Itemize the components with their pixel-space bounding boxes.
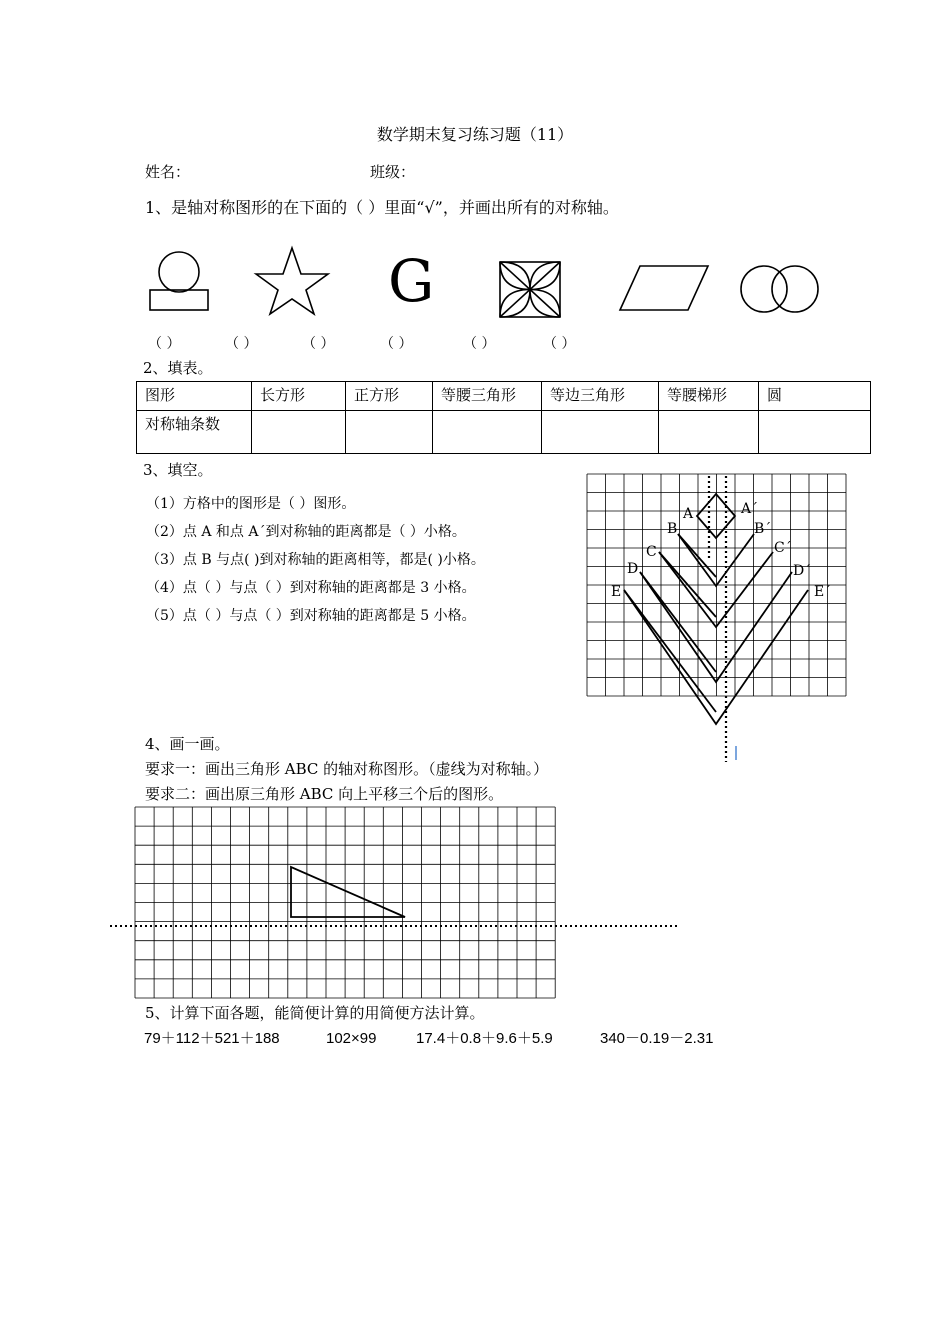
- q5-title: 5、计算下面各题，能简便计算的用简便方法计算。: [145, 1004, 485, 1022]
- q3-item-3: （3）点 B 与点( )到对称轴的距离相等，都是( )小格。: [146, 552, 485, 568]
- answer-blank[interactable]: （ ）: [225, 336, 258, 352]
- figure-chevron-1: [678, 534, 754, 586]
- q4-title: 4、画一画。: [145, 735, 230, 753]
- point-label: A´: [741, 501, 759, 517]
- shape-parallelogram: [620, 266, 708, 310]
- calc-expr-4: 340－0.19－2.31: [600, 1030, 714, 1047]
- point-label: C´: [774, 540, 792, 556]
- q3-item-4: （4）点（ ）与点（ ）到对称轴的距离都是 3 小格。: [146, 580, 476, 596]
- calc-expr-3: 17.4＋0.8＋9.6＋5.9: [416, 1030, 553, 1047]
- table-row-label: 对称轴条数: [137, 411, 252, 454]
- page-title: 数学期末复习练习题（11）: [376, 125, 574, 144]
- point-label: A: [683, 506, 694, 522]
- table-header: 圆: [759, 382, 871, 411]
- q3-grid-figure: [585, 472, 855, 772]
- answer-blank[interactable]: （ ）: [148, 336, 181, 352]
- q1-question: 1、是轴对称图形的在下面的（ ）里面“√”，并画出所有的对称轴。: [145, 198, 619, 217]
- q4-req1: 要求一：画出三角形 ABC 的轴对称图形。（虚线为对称轴。）: [145, 760, 549, 778]
- q3-item-1: （1）方格中的图形是（ ）图形。: [146, 496, 356, 512]
- calc-expr-2: 102×99: [326, 1030, 377, 1047]
- table-cell[interactable]: [433, 411, 542, 454]
- class-label: 班级：: [370, 163, 416, 181]
- table-header: 长方形: [252, 382, 346, 411]
- q3-item-5: （5）点（ ）与点（ ）到对称轴的距离都是 5 小格。: [146, 608, 476, 624]
- table-header: 图形: [137, 382, 252, 411]
- name-label: 姓名：: [145, 163, 191, 181]
- table-header: 正方形: [346, 382, 433, 411]
- table-cell[interactable]: [759, 411, 871, 454]
- q2-title: 2、填表。: [143, 359, 213, 377]
- answer-blank[interactable]: （ ）: [380, 336, 413, 352]
- point-label: E: [611, 584, 622, 600]
- table-cell[interactable]: [346, 411, 433, 454]
- shape-rect-base: [150, 290, 208, 310]
- triangle-abc: [291, 867, 405, 917]
- shape-letter-g: G: [388, 247, 435, 315]
- q1-shapes: [0, 240, 950, 320]
- shape-circle-right: [772, 266, 818, 312]
- figure-chevron-4: [624, 590, 808, 724]
- calc-expr-1: 79＋112＋521＋188: [144, 1030, 280, 1047]
- shape-star: [256, 248, 328, 314]
- answer-blank[interactable]: （ ）: [543, 336, 576, 352]
- point-label: D´: [793, 563, 812, 579]
- table-header: 等腰梯形: [659, 382, 759, 411]
- point-label: B´: [754, 521, 772, 537]
- q3-item-2: （2）点 A 和点 A´到对称轴的距离都是（ ）小格。: [146, 524, 466, 540]
- q4-grid-figure[interactable]: [100, 805, 780, 1005]
- point-label: D: [627, 561, 639, 577]
- answer-blank[interactable]: （ ）: [463, 336, 496, 352]
- table-header: 等腰三角形: [433, 382, 542, 411]
- figure-diamond: [697, 494, 735, 538]
- point-label: B: [667, 521, 678, 537]
- point-label: E´: [814, 584, 832, 600]
- shape-circle-left: [741, 266, 787, 312]
- q4-req2: 要求二：画出原三角形 ABC 向上平移三个后的图形。: [145, 785, 504, 803]
- fill-table: [136, 381, 871, 454]
- table-header: 等边三角形: [542, 382, 659, 411]
- table-cell[interactable]: [659, 411, 759, 454]
- q3-title: 3、填空。: [143, 461, 213, 479]
- point-label: C: [646, 544, 657, 560]
- table-cell[interactable]: [542, 411, 659, 454]
- answer-blank[interactable]: （ ）: [302, 336, 335, 352]
- table-cell[interactable]: [252, 411, 346, 454]
- shape-circle-on-rect: [159, 252, 199, 292]
